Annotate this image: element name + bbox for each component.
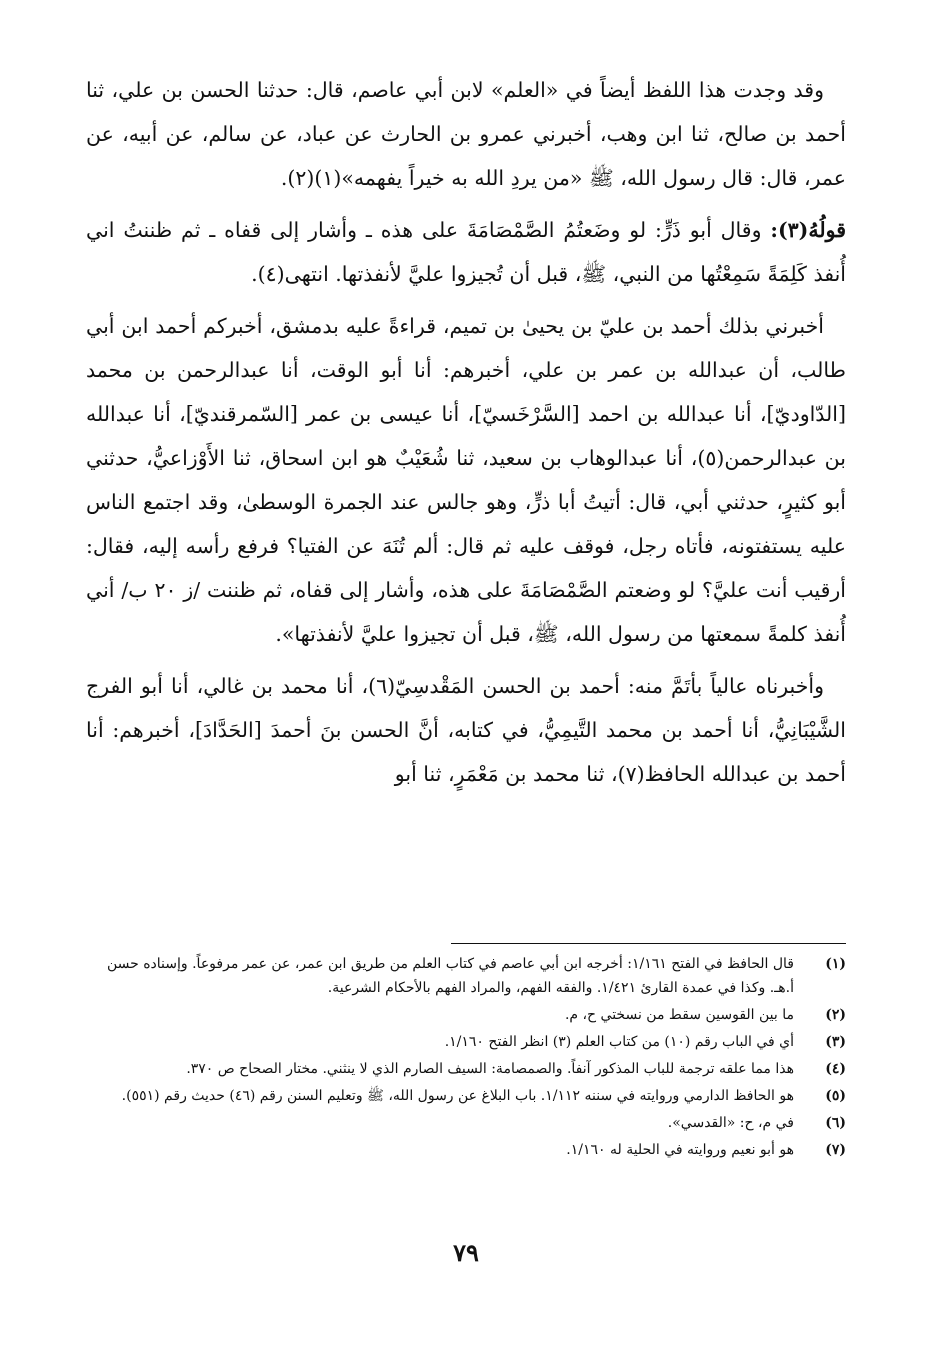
footnote-number: (١) bbox=[825, 956, 846, 972]
paragraph-qawl bbox=[86, 208, 846, 296]
footnote-item bbox=[86, 952, 846, 1000]
footnote-number: (٤) bbox=[825, 1061, 846, 1077]
footnote-item bbox=[86, 1138, 846, 1162]
footnote-item bbox=[86, 1111, 846, 1135]
footnote-item bbox=[86, 1084, 846, 1108]
footnote-number: (٦) bbox=[825, 1115, 846, 1131]
footnote-divider bbox=[451, 943, 846, 944]
footnote-text: هو أبو نعيم وروايته في الحلية له ١/١٦٠. bbox=[566, 1142, 794, 1158]
footnote-text: في م، ح: «القدسي». bbox=[667, 1115, 794, 1131]
footnote-text: أي في الباب رقم (١٠) من كتاب العلم (٣) انظر الفتح ١/١٦٠. bbox=[444, 1034, 794, 1050]
footnote-item bbox=[86, 1003, 846, 1027]
paragraph-ali-isnad: وأخبرناه عالياً بأتَمَّ منه: أحمد بن الحسن المَقْدسِيّ(٦)، أنا محمد بن غالي، أنا أبو الفرج الشَّيْبَانِيُّ، أنا أحمد بن محمد التَّيمِيُّ، في كتابه، أنَّ الحسن بنَ أحمدَ [الحَدَّادَ]، أخبرهم: أنا أحمد بن عبدالله الحافظ(٧)، ثنا محمد بن مَعْمَرٍ، ثنا أبو bbox=[86, 674, 846, 786]
footnote-number: (٣) bbox=[825, 1034, 846, 1050]
footnote-number: (٧) bbox=[825, 1142, 846, 1158]
footnote-number: (٥) bbox=[825, 1088, 846, 1104]
book-page bbox=[86, 68, 846, 1328]
footnote-item bbox=[86, 1030, 846, 1054]
footnote-text: ما بين القوسين سقط من نسختي ح، م. bbox=[564, 1007, 794, 1023]
footnote-item bbox=[86, 1057, 846, 1081]
paragraph-isnad-abu-dharr: أخبرني بذلك أحمد بن عليّ بن يحيىٰ بن تميم، قراءةً عليه بدمشق، أخبركم أحمد ابن أبي طالب، أن عبدالله بن عمر بن علي، أخبرهم: أنا أبو الوقت، أنا عبدالرحمن بن محمد [الدّاوديّ]، أنا عبدالله بن احمد [السَّرْخَسيّ]، أنا عيسى بن عمر [السّمرقنديّ]، أنا عبدالله بن عبدالرحمن(٥)، أنا عبدالوهاب بن سعيد، ثنا شُعَيْبٌ هو ابن اسحاق، ثنا الأَوْزاعيُّ، حدثني أبو كثيرٍ، حدثني أبي، قال: أتيتُ أبا ذرٍّ، وهو جالس عند الجمرة الوسطىٰ، وقد اجتمع الناس عليه يستفتونه، فأتاه رجل، فوقف عليه ثم قال: ألم تُنَهَ عن الفتيا؟ فرفع رأسه إليه، فقال: أرقيب أنت عليَّ؟ لو وضعتم الصَّمْصَامَةَ على هذه، وأشار إلى قفاه، ثم ظننت /ز ٢٠ ب/ أني أُنفذ كلمةً سمعتها من رسول الله، ﷺ، قبل أن تجيزوا عليَّ لأنفذتها». bbox=[86, 314, 846, 646]
footnote-text: هذا مما علقه ترجمة للباب المذكور آنفاً. والصمصامة: السيف الصارم الذي لا ينثني. مختار الصحاح ص ٣٧٠. bbox=[186, 1061, 794, 1077]
qawl-lead: قولُهُ(٣): bbox=[770, 218, 846, 242]
footnote-number: (٢) bbox=[825, 1007, 846, 1023]
paragraph-ilm-hadith: وقد وجدت هذا اللفظ أيضاً في «العلم» لابن أبي عاصم، قال: حدثنا الحسن بن علي، ثنا أحمد بن صالح، ثنا ابن وهب، أخبرني عمرو بن الحارث عن عباد، عن سالم، عن أبيه، عن عمر، قال: قال رسول الله، ﷺ «من يردِ الله به خيراً يفهمه»(١)(٢). bbox=[86, 78, 846, 190]
qawl-text: وقال أبو ذَرٍّ: لو وضَعتُمُ الصَّمْصَامَةَ على هذه ـ وأشار إلى قفاه ـ ثم ظننتُ اني أُنفذ كَلِمَةً سَمِعْتُها من النبي، ﷺ، قبل أن تُجيزوا عليَّ لأنفذتها. انتهى(٤). bbox=[86, 218, 846, 286]
footnote-text: هو الحافظ الدارمي وروايته في سننه ١/١١٢. باب البلاغ عن رسول الله، ﷺ وتعليم السنن رقم (٤٦) حديث رقم (٥٥١). bbox=[121, 1088, 794, 1104]
main-text bbox=[86, 68, 846, 796]
footnotes bbox=[86, 952, 846, 1165]
footnote-text: قال الحافظ في الفتح ١/١٦١: أخرجه ابن أبي عاصم في كتاب العلم من طريق ابن عمر، عن عمر مرفوعاً. وإسناده حسن أ.هـ. وكذا في عمدة القارئ ١/٤٢١. والفقه الفهم، والمراد الفهم بالأحكام الشرعية. bbox=[106, 956, 794, 996]
page-number: ٧٩ bbox=[453, 1238, 479, 1267]
